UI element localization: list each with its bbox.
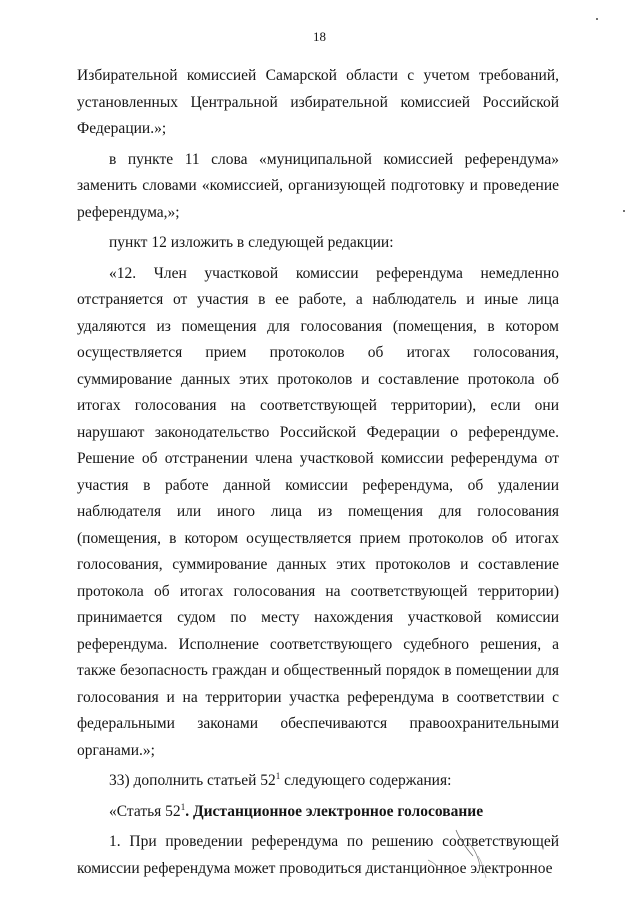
paragraph-article-clause-1: 1. При проведении референдума по решению соответствующей комиссии референдума может проводиться дистанционное электронное [77, 833, 559, 877]
paragraph-point-12-text: «12. Член участковой комиссии референдума немедленно отстраняется от участия в ее работе, а наблюдатель и иные лица удаляются из помещения для голосования (помещения, в котором осуществляется прием протоколов об итогах голосования, суммирование данных этих протоколов и составление протокола об итогах голосования на соответствующей территории), если они нарушают законодательство Российской Федерации о референдуме. Решение об отстранении члена участковой комиссии референдума от участия в работе данной комиссии референдума, об удалении наблюдателя или иного лица из помещения для голосования (помещения, в котором осуществляется прием протоколов об итогах голосования, суммирование данных этих протоколов и составление протокола об итогах голосования на соответствующей территории) принимается судом по месту нахождения участковой комиссии референдума. Исполнение соответствующего судебного решения, а также безопасность граждан и общественный порядок в помещении для голосования и на территории участка референдума в соответствии с федеральными законами обеспечиваются правоохранительными органами.»; [77, 264, 559, 759]
article-heading [77, 799, 559, 826]
document-body [77, 63, 559, 882]
paragraph-point-12-intro: пункт 12 изложить в следующей редакции: [109, 234, 394, 251]
paragraph-point-11: в пункте 11 слова «муниципальной комиссией референдума» заменить словами «комиссией, организующей подготовку и проведение референдума,»; [77, 150, 559, 221]
paragraph-continuation: Избирательной комиссией Самарской области с учетом требований, установленных Центральной избирательной комиссией Российской Федерации.»; [77, 67, 559, 137]
scan-speck [623, 210, 625, 212]
item-33-superscript: 1 [275, 771, 281, 781]
article-heading-prefix: «Статья 52 [109, 802, 181, 820]
article-heading-title: . Дистанционное электронное голосование [185, 802, 484, 820]
scan-speck [596, 18, 598, 20]
item-33-text-before: 33) дополнить статьей 52 [109, 772, 276, 789]
item-33-text-after: следующего содержания: [280, 772, 452, 789]
page-number: 18 [313, 29, 326, 44]
article-heading-superscript: 1 [180, 801, 186, 812]
handwritten-mark [418, 826, 508, 881]
paragraph-item-33 [77, 768, 559, 795]
